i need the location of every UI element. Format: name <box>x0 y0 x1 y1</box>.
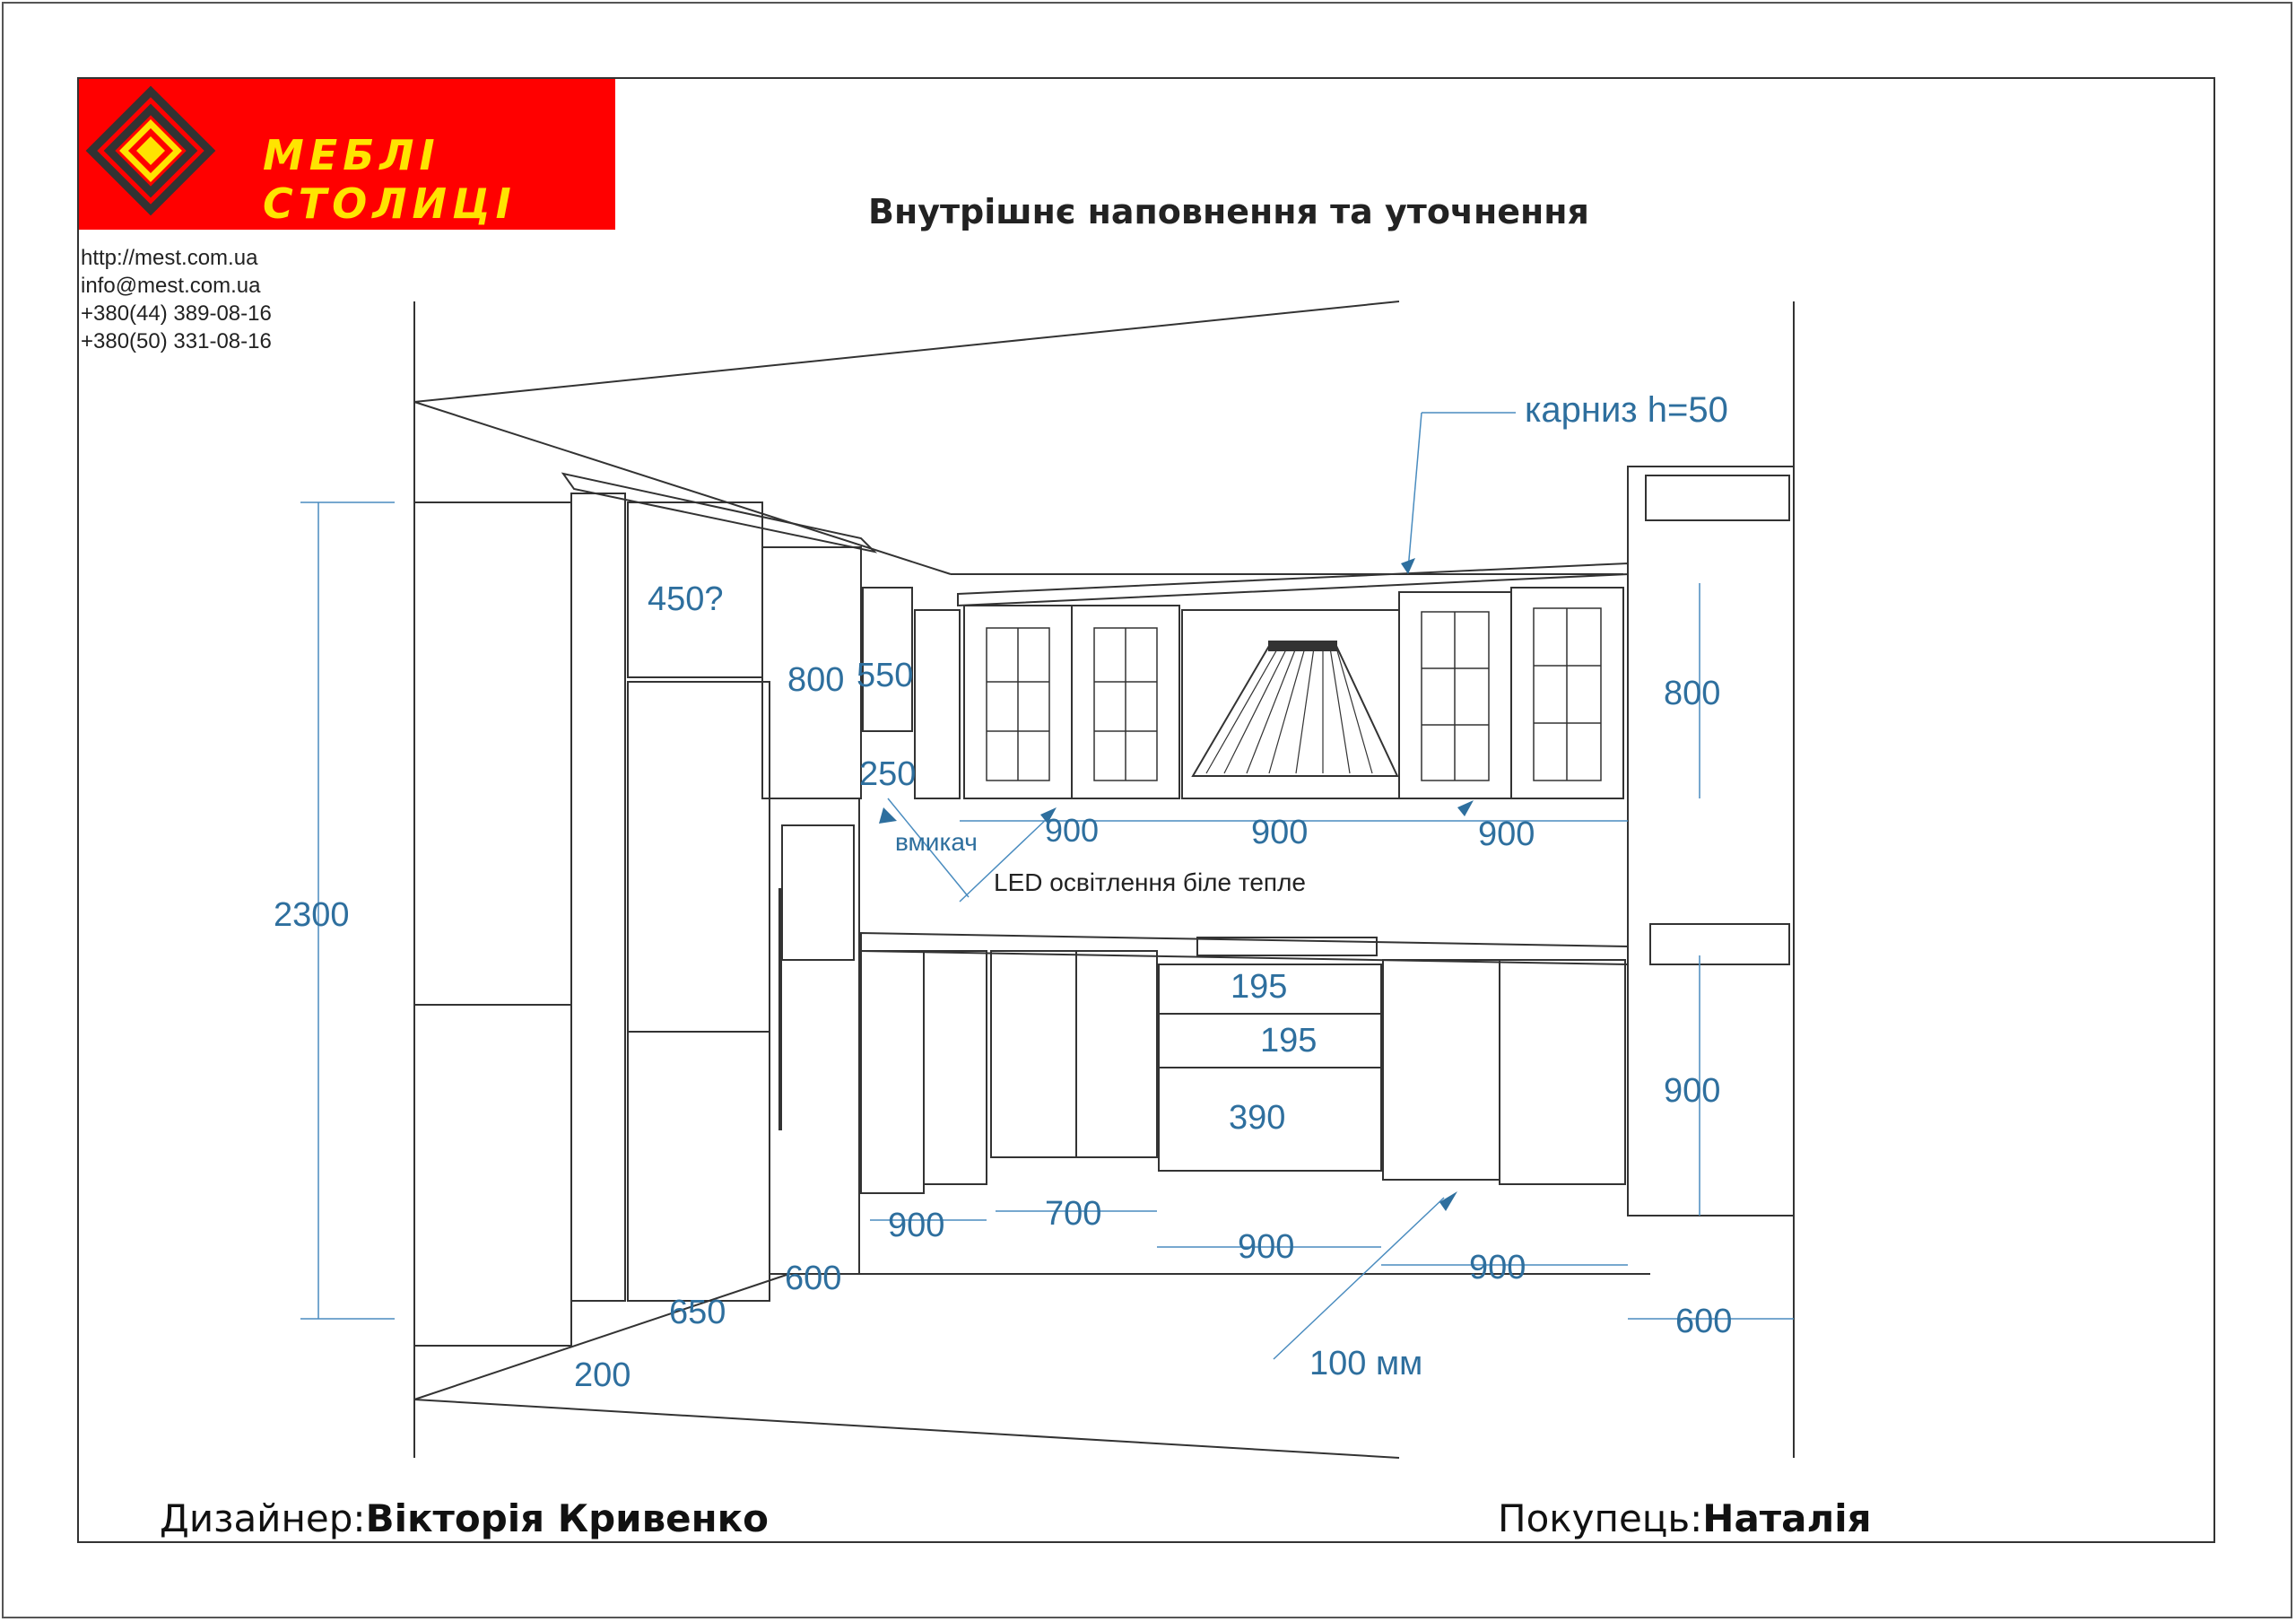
dim-right-900: 900 <box>1664 1072 1721 1110</box>
dim-base-900-right: 900 <box>1469 1249 1526 1286</box>
dim-offset-200: 200 <box>574 1356 631 1394</box>
dim-drawer-390: 390 <box>1229 1099 1286 1137</box>
dim-550: 550 <box>857 657 914 694</box>
base-cabinet-900-a <box>1383 960 1500 1180</box>
phone-2: +380(50) 331-08-16 <box>81 329 272 353</box>
website-link[interactable]: http://mest.com.ua <box>81 246 258 270</box>
base-cabinet-700-a <box>991 951 1076 1157</box>
cornice-leader <box>1408 413 1422 570</box>
floor-line <box>414 1400 1399 1458</box>
right-vent-upper <box>1646 475 1789 520</box>
fridge-lower-door <box>628 1032 770 1301</box>
led-note: LED освітлення біле тепле <box>994 868 1307 896</box>
customer-label: Покупець: <box>1498 1496 1703 1540</box>
designer-label: Дизайнер: <box>160 1496 366 1540</box>
base-cabinet-corner-1 <box>861 951 924 1193</box>
switch-note: вмикач <box>895 828 978 856</box>
cornice-back <box>958 563 1628 606</box>
dim-depth-600-right: 600 <box>1675 1303 1733 1340</box>
ceiling-line <box>414 301 1399 402</box>
dim-800-right: 800 <box>1664 675 1721 712</box>
customer-credit <box>1498 1496 1872 1540</box>
base-cabinet-corner-2 <box>924 951 987 1184</box>
phone-1: +380(44) 389-08-16 <box>81 301 272 326</box>
range-hood <box>1193 646 1397 776</box>
tall-cabinet-upper <box>414 502 571 1005</box>
designer-name: Вікторія Кривенко <box>365 1496 770 1540</box>
tall-panel-side <box>571 493 625 1301</box>
plinth-leader <box>1274 1198 1444 1359</box>
dim-depth-600-left: 600 <box>785 1260 842 1297</box>
hood-niche <box>1182 610 1399 798</box>
oven <box>782 825 854 960</box>
fridge-upper-door <box>628 682 770 1032</box>
cornice-note: карниз h=50 <box>1525 390 1728 430</box>
base-cabinet-700-b <box>1076 951 1157 1157</box>
dim-depth-650: 650 <box>669 1294 726 1331</box>
designer-credit <box>160 1496 769 1540</box>
tall-cabinet-lower <box>414 1005 571 1346</box>
right-vent-lower <box>1650 924 1789 964</box>
dim-drawer-195-2: 195 <box>1260 1022 1318 1060</box>
customer-name: Наталія <box>1702 1496 1872 1540</box>
dim-base-700: 700 <box>1045 1195 1102 1233</box>
dim-250: 250 <box>859 755 917 793</box>
dim-upper-900-3: 900 <box>1478 815 1535 853</box>
upper-corner-cabinet <box>915 610 960 798</box>
dim-upper-900-2: 900 <box>1251 814 1309 851</box>
dim-upper-900-1: 900 <box>1045 812 1100 849</box>
dim-base-900-center: 900 <box>1238 1228 1295 1266</box>
dim-mezzanine: 450? <box>648 580 724 618</box>
dim-800-left: 800 <box>787 661 845 699</box>
dim-drawer-195-1: 195 <box>1231 968 1288 1006</box>
base-cabinet-900-b <box>1500 960 1625 1184</box>
dim-2300: 2300 <box>274 896 350 934</box>
cornice-left <box>563 474 874 552</box>
page-title: Внутрішнє наповнення та уточнення <box>868 192 1589 231</box>
dim-base-900-corner: 900 <box>888 1207 945 1244</box>
cornice-arrow <box>1401 558 1415 574</box>
brand-name: МЕБЛІ СТОЛИЦІ <box>263 131 517 228</box>
plinth-note: 100 мм <box>1309 1345 1423 1382</box>
email-link[interactable]: info@mest.com.ua <box>81 274 261 298</box>
